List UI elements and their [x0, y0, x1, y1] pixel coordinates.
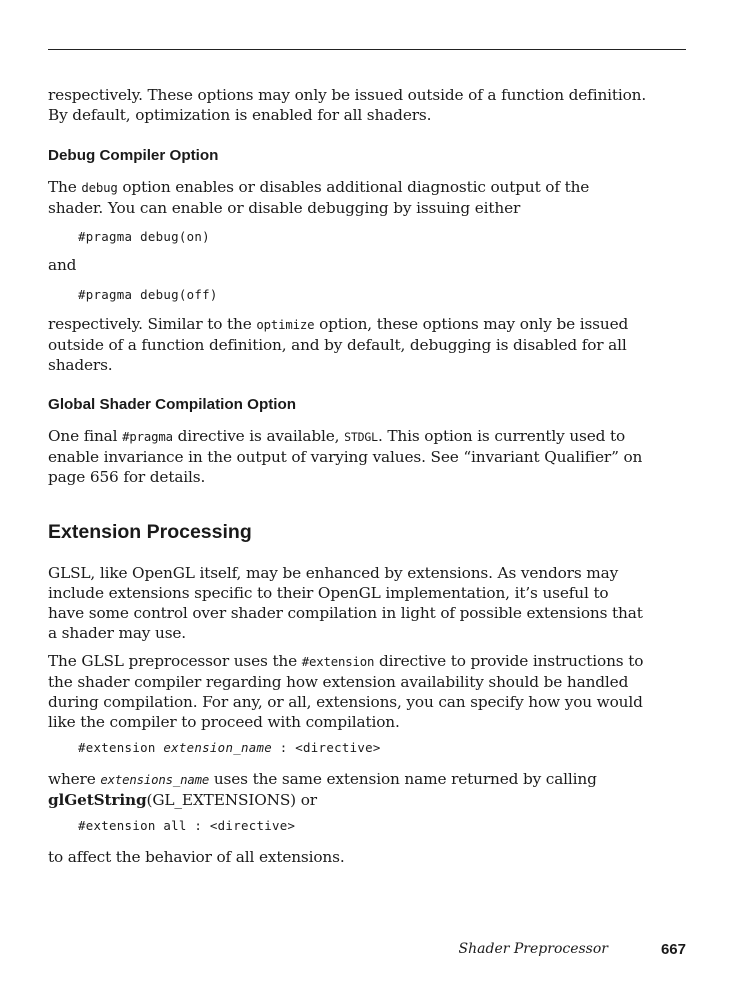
code-extension-name-directive [78, 740, 381, 755]
inline-code: optimize [256, 318, 315, 332]
inline-code: #extension [301, 655, 375, 669]
heading-global-shader-compilation-option: Global Shader Compilation Option [48, 396, 297, 413]
text: respectively. Similar to the [48, 315, 257, 333]
function-name: glGetString [48, 791, 147, 809]
text: option, these options may only be issued outside of a function definition, and by default, debugging is disabled for all shaders. [48, 315, 629, 374]
code-text: #extension [78, 740, 164, 755]
inline-code: extensions_name [100, 773, 210, 787]
inline-code: debug [81, 181, 118, 195]
text: respectively. These options may only be issued outside of a function definition. By default, optimization is enabled for all shaders. [48, 86, 647, 124]
paragraph-stdgl [48, 426, 648, 487]
text: directive to provide instructions to the shader compiler regarding how extension availability should be handled during compilation. For any, or all, extensions, you can specify how you would like the compiler to proceed with compilation. [48, 652, 644, 731]
heading-extension-processing: Extension Processing [48, 521, 252, 543]
text: uses the same extension name returned by calling [209, 770, 597, 788]
code-extension-all: #extension all : <directive> [78, 818, 296, 833]
paragraph-extension-directive [48, 651, 648, 732]
paragraph-all-extensions: to affect the behavior of all extensions. [48, 848, 345, 866]
heading-debug-compiler-option: Debug Compiler Option [48, 147, 219, 164]
running-title: Shader Preprocessor [458, 941, 608, 957]
text: The GLSL preprocessor uses the [48, 652, 302, 670]
paragraph-and: and [48, 256, 77, 274]
code-italic: extension_name [163, 740, 272, 755]
text: where [48, 770, 101, 788]
paragraph-debug-option [48, 177, 648, 218]
paragraph-extensions-intro: GLSL, like OpenGL itself, may be enhanced by extensions. As vendors may include extensions specific to their OpenGL implementation, it’s useful to have some control over shader compilation in light of possible extensions that a shader may use. [48, 564, 643, 642]
text: (GL_EXTENSIONS) or [146, 791, 317, 809]
code-pragma-debug-off: #pragma debug(off) [78, 287, 218, 302]
inline-code: #pragma [122, 430, 173, 444]
code-text: : <directive> [272, 740, 381, 755]
text: directive is available, [172, 427, 345, 445]
paragraph-extension-name [48, 769, 648, 810]
paragraph-optimize-summary [48, 85, 648, 125]
text: . This option is currently used to enable invariance in the output of varying values. See “invariant Qualifier” on page 656 for details. [48, 427, 643, 486]
code-pragma-debug-on: #pragma debug(on) [78, 229, 210, 244]
text: option enables or disables additional diagnostic output of the shader. You can enable or disable debugging by issuing either [48, 178, 590, 217]
page-number: 667 [660, 941, 686, 958]
inline-code: STDGL [344, 430, 378, 444]
text: One final [48, 427, 123, 445]
paragraph-debug-scope [48, 314, 648, 375]
text: The [48, 178, 82, 196]
header-rule [48, 49, 686, 50]
